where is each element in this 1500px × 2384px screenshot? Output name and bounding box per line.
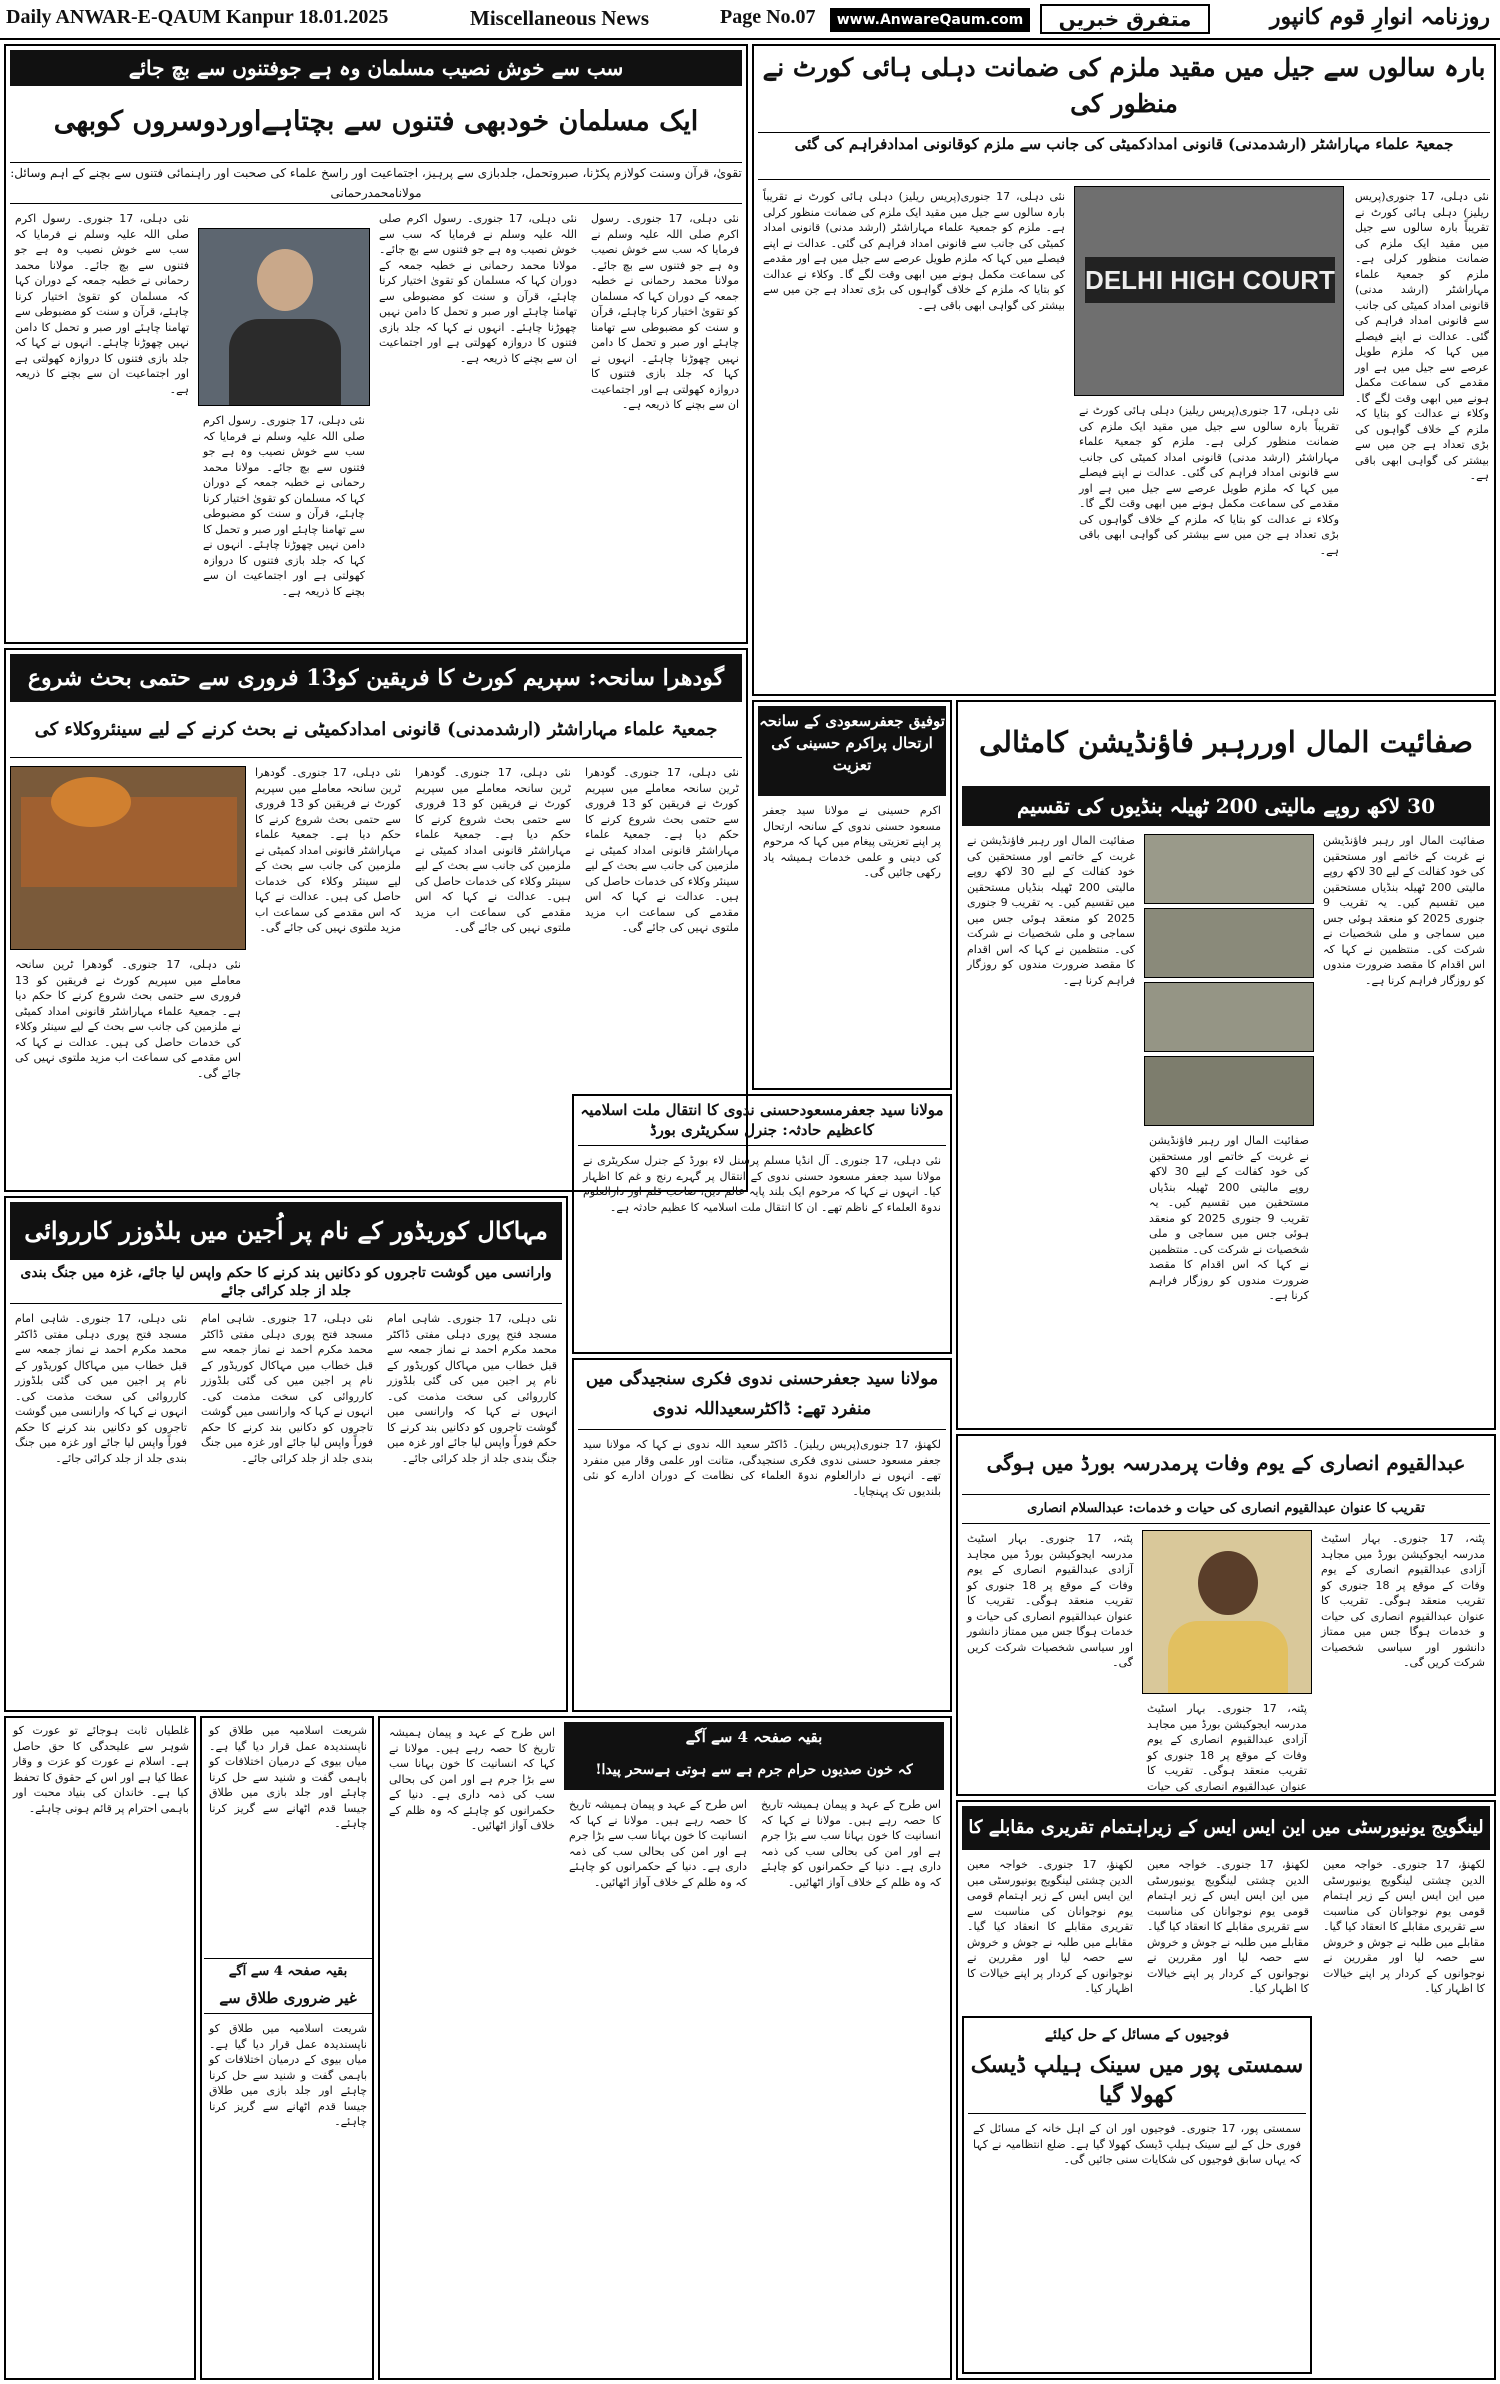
story-godhra-col1: نئی دہلی، 17 جنوری۔ گودھرا ٹرین سانحہ معاملے میں سپریم کورٹ نے فریقین کو 13 فروری سے حتمی بحث شروع کرنے کا حکم دیا ہے۔ جمعیۃ علماء مہاراشٹر قانونی امداد کمیٹی نے ملزمین کی جانب سے بحث کے لیے سینئر وکلاء کی خدمات حاصل کی ہیں۔ عدالت نے کہا کہ اس مقدمے کی سماعت اب مزید ملتوی نہیں کی جائے گی۔ — [255, 766, 401, 934]
story-left-bottom-body: غلطیاں ثابت ہوجائے تو عورت کو شوہر سے علیحدگی کا حق حاصل ہے۔ اسلام نے عورت کو عزت و وقار عطا کیا ہے اور اس کے حقوق کا تحفظ کیا ہے۔ خاندان کی بنیاد محبت اور باہمی احترام پر قائم ہونی چاہئے۔ — [13, 1724, 189, 1815]
fire-icon — [51, 777, 131, 827]
distribution-photo-2 — [1144, 908, 1314, 978]
story-safiyat-subhead: 30 لاکھ روپے مالیتی 200 ٹھیلہ بنڈیوں کی تقسیم — [962, 786, 1490, 826]
story-nadwi-ahsaas — [752, 700, 952, 1090]
story-nadwi-ahsaas-body: اکرم حسینی نے مولانا سید جعفر مسعود حسنی ندوی کے سانحہ ارتحال پر اپنے تعزیتی پیغام میں کہا کہ مرحوم کی دینی و علمی خدمات ہمیشہ یاد رکھی جائیں گی۔ — [763, 804, 941, 879]
story-godhra-col4: نئی دہلی، 17 جنوری۔ گودھرا ٹرین سانحہ معاملے میں سپریم کورٹ نے فریقین کو 13 فروری سے حتمی بحث شروع کرنے کا حکم دیا ہے۔ جمعیۃ علماء مہاراشٹر قانونی امداد کمیٹی نے ملزمین کی جانب سے بحث کے لیے سینئر وکلاء کی خدمات حاصل کی ہیں۔ عدالت نے کہا کہ اس مقدمے کی سماعت اب مزید ملتوی نہیں کی جائے گی۔ — [15, 958, 241, 1080]
story-godhra-col2: نئی دہلی، 17 جنوری۔ گودھرا ٹرین سانحہ معاملے میں سپریم کورٹ نے فریقین کو 13 فروری سے حتمی بحث شروع کرنے کا حکم دیا ہے۔ جمعیۃ علماء مہاراشٹر قانونی امداد کمیٹی نے ملزمین کی جانب سے بحث کے لیے سینئر وکلاء کی خدمات حاصل کی ہیں۔ عدالت نے کہا کہ اس مقدمے کی سماعت اب مزید ملتوی نہیں کی جائے گی۔ — [415, 766, 571, 934]
story-ansari-col2: پٹنہ، 17 جنوری۔ بہار اسٹیٹ مدرسہ ایجوکیشن بورڈ میں مجاہد آزادی عبدالقیوم انصاری کے یوم وفات کے موقع پر 18 جنوری کو تقریب منعقد ہوگی۔ تقریب کا عنوان عبدالقیوم انصاری کی حیات و خدمات ہوگا جس میں ممتاز دانشور اور سیاسی شخصیات شرکت کریں گی۔ — [967, 1532, 1133, 1669]
story-delhi-headline: بارہ سالوں سے جیل میں مقید ملزم کی ضمانت دہلی ہائی کورٹ نے منظور کی — [762, 53, 1486, 118]
story-nadwi — [572, 1094, 952, 1354]
story-left-bottom — [4, 1716, 196, 2380]
story-university-headline: لینگویج یونیورسٹی میں این ایس ایس کے زیراہتمام تقریری مقابلے کا — [962, 1806, 1490, 1850]
masthead-url-link[interactable]: www.AnwareQaum.com — [830, 8, 1030, 32]
masthead-urdu-title: روزنامہ انوارِ قوم کانپور — [1269, 4, 1490, 30]
story-continued — [378, 1716, 952, 2380]
story-safiyat-col2: صفائیت المال اور رہبر فاؤنڈیشن نے غربت کے خاتمے اور مستحقین کی خود کفالت کے لیے 30 لاکھ روپے مالیتی 200 ٹھیلہ بنڈیاں مستحقین میں تقسیم کیں۔ یہ تقریب 9 جنوری 2025 کو منعقد ہوئی جس میں سماجی و ملی شخصیات نے شرکت کی۔ منتظمین نے کہا کہ اس اقدام کا مقصد ضرورت مندوں کو روزگار فراہم کرنا ہے۔ — [967, 834, 1136, 987]
story-mahakal-subhead: وارانسی میں گوشت تاجروں کو دکانیں بند کرنے کا حکم واپس لیا جائے، غزہ میں جنگ بندی جلد از جلد کرائی جائے — [10, 1264, 562, 1304]
story-muslim-col2: نئی دہلی، 17 جنوری۔ رسول اکرم صلی اللہ علیہ وسلم نے فرمایا کہ سب سے خوش نصیب وہ ہے جو فتنوں سے بچ جائے۔ مولانا محمد رحمانی نے خطبہ جمعہ کے دوران کہا کہ مسلمان کو تقویٰ اختیار کرنا چاہئے، قرآن و سنت کو مضبوطی سے تھامنا چاہئے اور صبر و تحمل کا دامن نہیں چھوڑنا چاہئے۔ انہوں نے کہا کہ جلد بازی فتنوں کا دروازہ کھولتی ہے اور اجتماعیت ان سے بچنے کا ذریعہ ہے۔ — [379, 212, 578, 365]
story-continued-col1: اس طرح کے عہد و پیمان ہمیشہ تاریخ کا حصہ رہے ہیں۔ مولانا نے کہا کہ انسانیت کا خون بہانا سب سے بڑا جرم ہے اور امن کی بحالی سب کی ذمہ داری ہے۔ دنیا کے حکمرانوں کو چاہئے کہ وہ ظلم کے خلاف آواز اٹھائیں۔ — [389, 1726, 555, 1832]
story-delhi-subhead: جمعیۃ علماء مہاراشٹر (ارشدمدنی) قانونی امدادکمیٹی کی جانب سے ملزم کوقانونی امدادفراہم کی گئی — [758, 132, 1490, 180]
story-ansari-headline: عبدالقیوم انصاری کے یوم وفات پرمدرسہ بورڈ میں ہوگی — [986, 1451, 1466, 1475]
story-talaq-col-top: شریعت اسلامیہ میں طلاق کو ناپسندیدہ عمل قرار دیا گیا ہے۔ میاں بیوی کے درمیان اختلافات کو باہمی گفت و شنید سے حل کرنا چاہئے اور جلد بازی میں طلاق جیسا قدم اٹھانے سے گریز کرنا چاہئے۔ — [209, 1724, 367, 1830]
speaker-face-icon — [257, 249, 313, 311]
story-talaq-headline: غیر ضروری طلاق سے — [204, 1984, 372, 2014]
story-delhi-col3: نئی دہلی، 17 جنوری(پریس ریلیز) دہلی ہائی کورٹ نے تقریباً بارہ سالوں سے جیل میں مقید ایک ملزم کی ضمانت منظور کرلی ہے۔ ملزم کو جمعیۃ علماء مہاراشٹر (ارشد مدنی) قانونی امداد کمیٹی کی جانب سے قانونی امداد فراہم کی گئی۔ عدالت نے اپنے فیصلے میں کہا کہ ملزم طویل عرصے سے جیل میں ہے اور مقدمے کی سماعت مکمل ہونے میں ابھی وقت لگے گا۔ وکلاء نے عدالت کو بتایا کہ ملزم کے خلاف گواہوں کی بڑی تعداد ہے جن میں سے بیشتر کی گواہی ابھی باقی ہے۔ — [1079, 404, 1339, 557]
distribution-photo-4 — [1144, 1056, 1314, 1126]
story-muslim — [4, 44, 748, 644]
distribution-photo-3 — [1144, 982, 1314, 1052]
portrait-face-icon — [1198, 1551, 1258, 1615]
story-muslim-headline: ایک مسلمان خودبھی فتنوں سے بچتاہےاوردوسروں کوبھی — [53, 106, 699, 137]
story-delhi-col1: نئی دہلی، 17 جنوری(پریس ریلیز) دہلی ہائی کورٹ نے تقریباً بارہ سالوں سے جیل میں مقید ایک ملزم کی ضمانت منظور کرلی ہے۔ ملزم کو جمعیۃ علماء مہاراشٹر (ارشد مدنی) قانونی امداد کمیٹی کی جانب سے قانونی امداد فراہم کی گئی۔ عدالت نے اپنے فیصلے میں کہا کہ ملزم طویل عرصے سے جیل میں ہے اور مقدمے کی سماعت مکمل ہونے میں ابھی وقت لگے گا۔ وکلاء نے عدالت کو بتایا کہ ملزم کے خلاف گواہوں کی بڑی تعداد ہے جن میں سے بیشتر کی گواہی ابھی باقی ہے۔ — [1355, 190, 1489, 482]
story-mahakal-headline: مہاکال کوریڈور کے نام پر اُجین میں بلڈوزر کارروائی — [10, 1202, 562, 1260]
story-continued-col2: اس طرح کے عہد و پیمان ہمیشہ تاریخ کا حصہ رہے ہیں۔ مولانا نے کہا کہ انسانیت کا خون بہانا سب سے بڑا جرم ہے اور امن کی بحالی سب کی ذمہ داری ہے۔ دنیا کے حکمرانوں کو چاہئے کہ وہ ظلم کے خلاف آواز اٹھائیں۔ — [569, 1798, 747, 1889]
story-talaq-body: شریعت اسلامیہ میں طلاق کو ناپسندیدہ عمل قرار دیا گیا ہے۔ میاں بیوی کے درمیان اختلافات کو باہمی گفت و شنید سے حل کرنا چاہئے اور جلد بازی میں طلاق جیسا قدم اٹھانے سے گریز کرنا چاہئے۔ — [209, 2022, 367, 2128]
distribution-photo-1 — [1144, 834, 1314, 904]
story-sayeed-body: لکھنؤ، 17 جنوری(پریس ریلیز)۔ ڈاکٹر سعید اللہ ندوی نے کہا کہ مولانا سید جعفر مسعود حسنی ندوی فکری سنجیدگی، متانت اور علمی وقار میں منفرد تھے۔ انہوں نے دارالعلوم ندوۃ العلماء کی نظامت کے دوران ادارے کو نئی بلندیوں تک پہنچایا۔ — [583, 1438, 941, 1498]
story-muslim-top: سب سے خوش نصیب مسلمان وہ ہے جوفتنوں سے بچ جائے — [10, 50, 742, 86]
story-continued-label: بقیہ صفحہ 4 سے آگے — [564, 1722, 944, 1752]
story-university-col3: لکھنؤ، 17 جنوری۔ خواجہ معین الدین چشتی لینگویج یونیورسٹی میں این ایس ایس کے زیر اہتمام قومی یوم نوجوانان کی مناسبت سے تقریری مقابلے کا انعقاد کیا گیا۔ مقابلے میں طلبہ نے جوش و خروش سے حصہ لیا اور مقررین نے نوجوانوں کے کردار پر اپنے خیالات کا اظہار کیا۔ — [967, 1858, 1133, 1995]
story-muslim-col3: نئی دہلی، 17 جنوری۔ رسول اکرم صلی اللہ علیہ وسلم نے فرمایا کہ سب سے خوش نصیب وہ ہے جو فتنوں سے بچ جائے۔ مولانا محمد رحمانی نے خطبہ جمعہ کے دوران کہا کہ مسلمان کو تقویٰ اختیار کرنا چاہئے، قرآن و سنت کو مضبوطی سے تھامنا چاہئے اور صبر و تحمل کا دامن نہیں چھوڑنا چاہئے۔ انہوں نے کہا کہ جلد بازی فتنوں کا دروازہ کھولتی ہے اور اجتماعیت ان سے بچنے کا ذریعہ ہے۔ — [15, 212, 189, 396]
story-ansari — [956, 1434, 1496, 1796]
story-safiyat-col3: صفائیت المال اور رہبر فاؤنڈیشن نے غربت کے خاتمے اور مستحقین کی خود کفالت کے لیے 30 لاکھ روپے مالیتی 200 ٹھیلہ بنڈیاں مستحقین میں تقسیم کیں۔ یہ تقریب 9 جنوری 2025 کو منعقد ہوئی جس میں سماجی و ملی شخصیات نے شرکت کی۔ منتظمین نے کہا کہ اس اقدام کا مقصد ضرورت مندوں کو روزگار فراہم کرنا ہے۔ — [1149, 1134, 1309, 1302]
story-muslim-col4: نئی دہلی، 17 جنوری۔ رسول اکرم صلی اللہ علیہ وسلم نے فرمایا کہ سب سے خوش نصیب وہ ہے جو فتنوں سے بچ جائے۔ مولانا محمد رحمانی نے خطبہ جمعہ کے دوران کہا کہ مسلمان کو تقویٰ اختیار کرنا چاہئے، قرآن و سنت کو مضبوطی سے تھامنا چاہئے اور صبر و تحمل کا دامن نہیں چھوڑنا چاہئے۔ انہوں نے کہا کہ جلد بازی فتنوں کا دروازہ کھولتی ہے اور اجتماعیت ان سے بچنے کا ذریعہ ہے۔ — [203, 414, 365, 598]
story-mahakal-col1: نئی دہلی، 17 جنوری۔ شاہی امام مسجد فتح پوری دہلی مفتی ڈاکٹر محمد مکرم احمد نے نماز جمعہ سے قبل خطاب میں مہاکال کوریڈور کے نام پر اجین میں کی گئی بلڈوزر کارروائی کی سخت مذمت کی۔ انہوں نے کہا کہ وارانسی میں گوشت تاجروں کو دکانیں بند کرنے کا حکم فوراً واپس لیا جائے اور غزہ میں جنگ بندی جلد از جلد کرائی جائے۔ — [387, 1312, 557, 1465]
story-mahakal — [4, 1196, 568, 1712]
story-muslim-subhead: تقویٰ، قرآن وسنت کولازم پکڑنا، صبروتحمل، جلدبازی سے پرہیز، اجتماعیت اور راسخ علماء کی صحبت اور راہنمائی فتنوں سے بچنے کے اہم وسائل: مولانامحمدرحمانی — [10, 162, 742, 204]
story-nadwi-headline: مولانا سید جعفرمسعودحسنی ندوی کا انتقال ملت اسلامیہ کاعظیم حادثہ: جنرل سکریٹری بورڈ — [578, 1100, 946, 1146]
story-safiyat-headline: صفائیت المال اوررہبر فاؤنڈیشن کامثالی — [979, 725, 1473, 759]
masthead-page-number: Page No.07 — [720, 6, 816, 28]
masthead-section: Miscellaneous News — [470, 6, 650, 30]
story-continued-headline: کہ خون صدیوں حرام جرم ہے سے ہوتی ہےسحر پیدا! — [564, 1752, 944, 1790]
story-delhi — [752, 44, 1496, 696]
story-nadwi-ahsaas-headline: توفیق جعفرسعودی کے سانحہ ارتحال پراکرم حسینی کی تعزیت — [758, 706, 946, 796]
story-muslim-col1: نئی دہلی، 17 جنوری۔ رسول اکرم صلی اللہ علیہ وسلم نے فرمایا کہ سب سے خوش نصیب وہ ہے جو فتنوں سے بچ جائے۔ مولانا محمد رحمانی نے خطبہ جمعہ کے دوران کہا کہ مسلمان کو تقویٰ اختیار کرنا چاہئے، قرآن و سنت کو مضبوطی سے تھامنا چاہئے اور صبر و تحمل کا دامن نہیں چھوڑنا چاہئے۔ انہوں نے کہا کہ جلد بازی فتنوں کا دروازہ کھولتی ہے اور اجتماعیت ان سے بچنے کا ذریعہ ہے۔ — [591, 212, 739, 411]
godhra-train-photo — [10, 766, 246, 950]
story-mahakal-col2: نئی دہلی، 17 جنوری۔ شاہی امام مسجد فتح پوری دہلی مفتی ڈاکٹر محمد مکرم احمد نے نماز جمعہ سے قبل خطاب میں مہاکال کوریڈور کے نام پر اجین میں کی گئی بلڈوزر کارروائی کی سخت مذمت کی۔ انہوں نے کہا کہ وارانسی میں گوشت تاجروں کو دکانیں بند کرنے کا حکم فوراً واپس لیا جائے اور غزہ میں جنگ بندی جلد از جلد کرائی جائے۔ — [201, 1312, 373, 1465]
story-safiyat — [956, 700, 1496, 1430]
story-ansari-col3: پٹنہ، 17 جنوری۔ بہار اسٹیٹ مدرسہ ایجوکیشن بورڈ میں مجاہد آزادی عبدالقیوم انصاری کے یوم وفات کے موقع پر 18 جنوری کو تقریب منعقد ہوگی۔ تقریب کا عنوان عبدالقیوم انصاری کی حیات — [1147, 1702, 1307, 1792]
story-ansari-subhead: تقریب کا عنوان عبدالقیوم انصاری کی حیات و خدمات: عبدالسلام انصاری — [962, 1494, 1490, 1524]
story-helpdesk — [962, 2016, 1312, 2374]
story-helpdesk-headline: سمستی پور میں سینک ہیلپ ڈیسک کھولا گیا — [968, 2050, 1306, 2114]
delhi-court-sign: DELHI HIGH COURT — [1085, 257, 1335, 303]
story-sayeed-headline: مولانا سید جعفرحسنی ندوی فکری سنجیدگی میں منفرد تھے: ڈاکٹرسعیداللہ ندوی — [578, 1364, 946, 1430]
masthead — [0, 0, 1500, 40]
story-safiyat-col1: صفائیت المال اور رہبر فاؤنڈیشن نے غربت کے خاتمے اور مستحقین کی خود کفالت کے لیے 30 لاکھ روپے مالیتی 200 ٹھیلہ بنڈیاں مستحقین میں تقسیم کیں۔ یہ تقریب 9 جنوری 2025 کو منعقد ہوئی جس میں سماجی و ملی شخصیات نے شرکت کی۔ منتظمین نے کہا کہ اس اقدام کا مقصد ضرورت مندوں کو روزگار فراہم کرنا ہے۔ — [1323, 834, 1486, 987]
story-ansari-col1: پٹنہ، 17 جنوری۔ بہار اسٹیٹ مدرسہ ایجوکیشن بورڈ میں مجاہد آزادی عبدالقیوم انصاری کے یوم وفات کے موقع پر 18 جنوری کو تقریب منعقد ہوگی۔ تقریب کا عنوان عبدالقیوم انصاری کی حیات و خدمات ہوگا جس میں ممتاز دانشور اور سیاسی شخصیات شرکت کریں گی۔ — [1321, 1532, 1486, 1669]
story-talaq — [200, 1716, 374, 2380]
story-godhra-col3: نئی دہلی، 17 جنوری۔ گودھرا ٹرین سانحہ معاملے میں سپریم کورٹ نے فریقین کو 13 فروری سے حتمی بحث شروع کرنے کا حکم دیا ہے۔ جمعیۃ علماء مہاراشٹر قانونی امداد کمیٹی نے ملزمین کی جانب سے بحث کے لیے سینئر وکلاء کی خدمات حاصل کی ہیں۔ عدالت نے کہا کہ اس مقدمے کی سماعت اب مزید ملتوی نہیں کی جائے گی۔ — [584, 766, 739, 934]
portrait-body-icon — [1168, 1621, 1288, 1694]
story-godhra-headline: گودھرا سانحہ: سپریم کورٹ کا فریقین کو13 فروری سے حتمی بحث شروع — [10, 654, 742, 702]
delhi-court-photo — [1074, 186, 1344, 396]
story-helpdesk-body: سمستی پور، 17 جنوری۔ فوجیوں اور ان کے اہل خانہ کے مسائل کے فوری حل کے لیے سینک ہیلپ ڈیسک کھولا گیا ہے۔ ضلع انتظامیہ نے کہا کہ یہاں سابق فوجیوں کی شکایات سنی جائیں گی۔ — [973, 2122, 1301, 2166]
speaker-photo — [198, 228, 370, 406]
story-continued-col3: اس طرح کے عہد و پیمان ہمیشہ تاریخ کا حصہ رہے ہیں۔ مولانا نے کہا کہ انسانیت کا خون بہانا سب سے بڑا جرم ہے اور امن کی بحالی سب کی ذمہ داری ہے۔ دنیا کے حکمرانوں کو چاہئے کہ وہ ظلم کے خلاف آواز اٹھائیں۔ — [761, 1798, 941, 1889]
story-university-col2: لکھنؤ، 17 جنوری۔ خواجہ معین الدین چشتی لینگویج یونیورسٹی میں این ایس ایس کے زیر اہتمام قومی یوم نوجوانان کی مناسبت سے تقریری مقابلے کا انعقاد کیا گیا۔ مقابلے میں طلبہ نے جوش و خروش سے حصہ لیا اور مقررین نے نوجوانوں کے کردار پر اپنے خیالات کا اظہار کیا۔ — [1147, 1858, 1309, 1995]
ansari-portrait-photo — [1142, 1530, 1312, 1694]
masthead-urdu-section: متفرق خبریں — [1040, 4, 1210, 34]
story-helpdesk-top: فوجیوں کے مسائل کے حل کیلئے — [1044, 2027, 1230, 2043]
story-nadwi-body: نئی دہلی، 17 جنوری۔ آل انڈیا مسلم پرسنل لاء بورڈ کے جنرل سکریٹری نے مولانا سید جعفر مسعود حسنی ندوی کے انتقال پر گہرے رنج و غم کا اظہار کیا۔ انہوں نے کہا کہ مرحوم ایک بلند پایہ عالم دین، صاحب قلم اور دارالعلوم ندوۃ العلماء کے ناظم تھے۔ ان کا انتقال ملت اسلامیہ کا عظیم حادثہ ہے۔ — [583, 1154, 942, 1214]
story-mahakal-col3: نئی دہلی، 17 جنوری۔ شاہی امام مسجد فتح پوری دہلی مفتی ڈاکٹر محمد مکرم احمد نے نماز جمعہ سے قبل خطاب میں مہاکال کوریڈور کے نام پر اجین میں کی گئی بلڈوزر کارروائی کی سخت مذمت کی۔ انہوں نے کہا کہ وارانسی میں گوشت تاجروں کو دکانیں بند کرنے کا حکم فوراً واپس لیا جائے اور غزہ میں جنگ بندی جلد از جلد کرائی جائے۔ — [15, 1312, 187, 1465]
speaker-body-icon — [229, 319, 341, 406]
story-sayeed — [572, 1358, 952, 1712]
masthead-date: Daily ANWAR-E-QAUM Kanpur 18.01.2025 — [6, 6, 389, 28]
story-talaq-label: بقیہ صفحہ 4 سے آگے — [204, 1958, 372, 1984]
story-delhi-col2: نئی دہلی، 17 جنوری(پریس ریلیز) دہلی ہائی کورٹ نے تقریباً بارہ سالوں سے جیل میں مقید ایک ملزم کی ضمانت منظور کرلی ہے۔ ملزم کو جمعیۃ علماء مہاراشٹر (ارشد مدنی) قانونی امداد کمیٹی کی جانب سے قانونی امداد فراہم کی گئی۔ عدالت نے اپنے فیصلے میں کہا کہ ملزم طویل عرصے سے جیل میں ہے اور مقدمے کی سماعت مکمل ہونے میں ابھی وقت لگے گا۔ وکلاء نے عدالت کو بتایا کہ ملزم کے خلاف گواہوں کی بڑی تعداد ہے جن میں سے بیشتر کی گواہی ابھی باقی ہے۔ — [763, 190, 1066, 312]
story-university-col1: لکھنؤ، 17 جنوری۔ خواجہ معین الدین چشتی لینگویج یونیورسٹی میں این ایس ایس کے زیر اہتمام قومی یوم نوجوانان کی مناسبت سے تقریری مقابلے کا انعقاد کیا گیا۔ مقابلے میں طلبہ نے جوش و خروش سے حصہ لیا اور مقررین نے نوجوانوں کے کردار پر اپنے خیالات کا اظہار کیا۔ — [1323, 1858, 1485, 1995]
story-godhra-subhead: جمعیۃ علماء مہاراشٹر (ارشدمدنی) قانونی امدادکمیٹی نے بحث کرنے کے لیے سینئروکلاء کی — [10, 706, 742, 758]
